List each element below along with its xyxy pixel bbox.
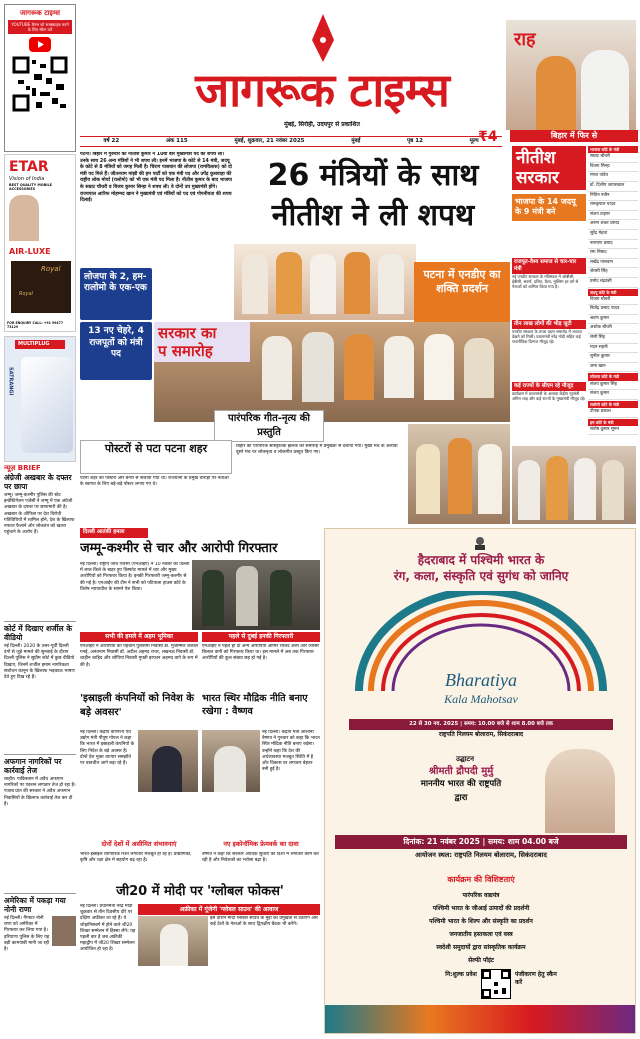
vaishnaw-headline: भारत स्थिर मौद्रिक नीति बनाए रखेगा : वैष्णव [202, 693, 308, 718]
ashoka-emblem-icon [473, 533, 487, 551]
dignitaries-photo [512, 446, 636, 524]
minister-item: सुनील कुमार [588, 353, 638, 363]
president-photo [545, 749, 615, 833]
patna-box-text: पटना में एनडीए का शक्ति प्रदर्शन [423, 268, 501, 295]
minister-item: रमा निषाद [588, 249, 638, 259]
g20-body: नई दिल्ली। प्रधानमंत्री नरेंद्र मोदी शुक्रवार से तीन दिवसीय दौरे पर दक्षिण अफ्रीका जा रहे हैं। वे जोहानिसबर्ग में होने वाले जी20 शिखर सम्मेलन में हिस्सा लेंगे। यह पहली बार है जब अफ्रीकी महाद्वीप में जी20 शिखर सम्मेलन आयोजित हो रहा है। [80, 904, 136, 953]
brief-item [4, 473, 76, 621]
etar-model-photo [9, 195, 39, 241]
brief-head: कोर्ट में दिखाए शर्जील के वीडियो [4, 624, 73, 642]
minister-item: बिजेंद्र प्रसाद यादव [588, 305, 638, 315]
brief-head: अंग्रेजी अखबार के दफ्तर पर छापा [4, 473, 72, 491]
banner-text: राह [514, 29, 536, 50]
qr-youtube-box [4, 4, 76, 152]
caste-block-head: तीन लाख लोगों की भीड़ जुटी [512, 320, 586, 329]
multiplug-ad[interactable] [4, 336, 76, 462]
youtube-icon [29, 37, 51, 52]
features-head: कार्यक्रम की विशिष्टताएं [447, 875, 515, 884]
feature-item: पारंपरिक वाद्ययंत्र [462, 892, 500, 899]
minister-item: जमा खान [588, 363, 638, 373]
mahotsav-footer-graphic [325, 1005, 636, 1034]
sarkar-word: सरकार [516, 168, 559, 188]
g20-sub: अफ्रीका में गूंजेगी 'ग्लोबल साउथ' की आवाज [138, 904, 320, 915]
brief-head: अमेरिका में पकड़ा गया नोनी राणा [4, 896, 66, 914]
caste-block-column [512, 258, 586, 444]
caste-block-head: कई राज्यों के सीएम रहे मौजूद [512, 382, 586, 391]
minister-item: संजय कुमार सिंह [588, 381, 638, 391]
mahotsav-qr-code[interactable] [481, 969, 511, 999]
jk-photo [192, 560, 320, 630]
box-ljp [80, 268, 152, 320]
box-new-faces [80, 322, 152, 380]
nitish-title [512, 146, 586, 190]
jk-section-tag: दिल्ली आतंकी हमला [80, 528, 148, 538]
minister-item: विजय चौधरी [588, 296, 638, 306]
qr-box-text: YOUTUBE चैनल को सबस्क्राइब करने के लिए स्कैन करें [8, 20, 72, 34]
israel-body: नई दिल्ली। केंद्रीय वाणिज्य एवं उद्योग मंत्री पीयूष गोयल ने कहा कि भारत में इस्राइली कंपनियों के लिए निवेश के बड़े अवसर हैं। दोनों देश मुक्त व्यापार समझौते पर बातचीत आगे बढ़ा रहे हैं। [80, 730, 135, 766]
stage-banner-line2: प समारोह [158, 342, 213, 360]
israel-headline: 'इस्राइली कंपनियों को निवेश के बड़े अवसर' [80, 693, 194, 718]
price-badge: ₹4 [478, 129, 498, 145]
inaug-venue: आयोजन स्थल: राष्ट्रपति निलयम बोलाराम, सिकंदराबाद [415, 851, 547, 859]
mahotsav-logo-line1: Bharatiya [445, 670, 517, 690]
israel-sub-body: भारत-इस्राइल व्यापारिक रिश्ते लगातार मजबूत हो रहे हैं। प्रौद्योगिकी, कृषि और रक्षा क्षेत्र में सहयोग बढ़ रहा है। [80, 852, 192, 864]
feature-item: पश्चिमी भारत के शिल्प और संस्कृति का प्रदर्शन [429, 918, 533, 925]
minister-item: प्रमोद चंद्रवंशी [588, 278, 638, 288]
issue: अंक 115 [165, 137, 188, 144]
box-new-faces-text: 13 नए चेहरे, 4 राजपूतों को मंत्री पद [88, 326, 144, 360]
jdu-quota-label: जदयू कोटे के मंत्री [588, 289, 638, 296]
posters-head-text: पोस्टरों से पटा पटना शहर [104, 442, 208, 455]
etar-enquiry: FOR ENQUIRY CALL: +91 99477 73129 [7, 320, 64, 329]
minister-item: सम्राट चौधरी [588, 153, 638, 163]
free-entry: नि:शुल्क प्रवेश [445, 971, 477, 978]
qr-box-logo: जागरूक टाइम्स [20, 9, 60, 17]
etar-product3: Royal [19, 291, 33, 297]
caste-block [512, 258, 586, 320]
jk-sub2: पहले से दुबई इनकी गिरफ्तारी [202, 632, 320, 642]
noni-rana-photo [52, 916, 76, 946]
minister-item: लखेंद्र पासवान [588, 259, 638, 269]
etar-product2: Royal [41, 265, 61, 273]
pen-nib-icon [312, 14, 334, 62]
brief-body: जम्मू। जम्मू-कश्मीर पुलिस की स्टेट इन्वेस्टिगेशन एजेंसी ने जम्मू में एक अंग्रेजी अखबार के दफ्तर पर छापामारी की है। अखबार के ऑफिस पर देश विरोधी गतिविधियों में शामिल होने, देश के खिलाफ नफरत फैलाने और लोकतंत्र को खतरा पहुंचाने के आरोप हैं। [4, 493, 75, 536]
bihar-head: बिहार में फिर से [510, 130, 638, 142]
inaug-label: उद्घाटन [456, 755, 474, 763]
lead-headline [234, 156, 512, 240]
bjp-list [588, 153, 638, 287]
vaishnaw-photo [202, 730, 260, 792]
inaug-date: दिनांक: 21 नवंबर 2025 | समय: शाम 04.00 बजे [335, 835, 627, 849]
jk-body: नई दिल्ली। राष्ट्रीय जांच एजेंसी (एनआईए) ने 10 नवंबर को दिल्ली में लाल किले के बाहर हुए विस्फोट मामले में चार और मुख्य आरोपियों को गिरफ्तार किया है। इनकी गिरफ्तारी जम्मू-कश्मीर से की गई है। एनआईए की टीम ने सभी को पटियाला हाउस कोर्ट के विशेष न्यायाधीश के सामने पेश किया। [80, 562, 190, 592]
patna-box [414, 262, 510, 326]
minister-item: सुरेंद्र मेहता [588, 230, 638, 240]
city: मुंबई [351, 137, 361, 144]
brief-body: नई दिल्ली। गैंगस्टर नोनी राणा को अमेरिका में गिरफ्तार कर लिया गया है। हरियाणा पुलिस के लिए यह बड़ी कामयाबी मानी जा रही है। [4, 916, 50, 952]
minister-item: मदन सहनी [588, 344, 638, 354]
minister-item: संजय कुमार [588, 390, 638, 400]
caste-block-head: राजपूत-वैश्य समाज से चार-चार मंत्री [512, 258, 586, 274]
brief-item [4, 624, 76, 754]
masthead-bar [80, 136, 502, 147]
qr-code[interactable] [12, 56, 68, 112]
brief-head: अफगान नागरिकों पर कार्रवाई तेज [4, 757, 62, 775]
rlm-list [588, 408, 638, 418]
mahotsav-logo-line2: Kala Mahotsav [444, 692, 518, 707]
minister-item: डॉ. दिलीप जायसवाल [588, 182, 638, 192]
feature-item: सेल्फी पॉइंट [468, 957, 494, 964]
lead-headline-line2: नीतीश ने ली शपथ [271, 198, 475, 233]
stage-banner [154, 322, 250, 362]
nitish-banner-photo [506, 20, 636, 130]
culture-photo [408, 424, 510, 524]
culture-body: बिहार की पारंपरिक सांस्कृतिक झलक को समारोह में प्रमुखता से दर्शाया गया। मुख्य मंच के अलावा दूसरे मंच पर लोकनृत्य व लोकगीत प्रस्तुत किए गए। [236, 444, 398, 456]
modi-photo [138, 916, 208, 966]
feature-item: पश्चिमी भारत के जीआई उत्पादों की प्रदर्शनी [432, 905, 530, 912]
minister-item: संतोष कुमार सुमन [588, 426, 638, 436]
mahotsav-headline2: रंग, कला, संस्कृति एवं सुगंध को जानिए [393, 569, 569, 583]
lead-intro: पटना। बिहार में गुरुवार को नीतीश कुमार ने 10वीं बार मुख्यमंत्री पद की शपथ ली। उनके साथ 26 अन्य मंत्रियों ने भी शपथ ली। इनमें भाजपा के कोटे से 14 मंत्री, जदयू के कोटे से 8 मंत्रियों को जगह मिली है। चिराग पासवान की लोजपा (रामविलास) को दो मंत्री पद मिले हैं। जीतनराम मांझी की हम पार्टी को एक मंत्री पद और उपेंद्र कुशवाहा की राष्ट्रीय लोक मोर्चा (रालोमो) को भी एक मंत्री पद मिला है। नीतीश कुमार के बाद भाजपा के सम्राट चौधरी व विजय कुमार सिन्हा ने शपथ ली। वे दोनों उप मुख्यमंत्री होंगे। राज्यपाल आरिफ मोहम्मद खान ने मुख्यमंत्री एवं मंत्रियों को पद एवं गोपनीयता की शपथ दिलाई। [80, 152, 232, 204]
minister-item: लेसी सिंह [588, 334, 638, 344]
multiplug-brand: MULTIPLUG [15, 340, 65, 349]
israel-sub: दोनों देशों में असीमित संभावनाएं [101, 840, 177, 848]
etar-sub: BEST QUALITY MOBILE ACCESSORIES [9, 182, 52, 192]
feature-item: जनजातीय हस्तकला एवं वस्त्र [449, 931, 513, 938]
multiplug-product: SATRANGI [7, 367, 14, 396]
brief-item [4, 896, 76, 953]
minister-item: नारायण प्रसाद [588, 240, 638, 250]
by-label: द्वारा [454, 793, 468, 803]
caste-block [512, 320, 586, 382]
date: मुंबई, शुक्रवार, 21 नवंबर 2025 [234, 137, 305, 144]
jdu-list [588, 296, 638, 373]
vaishnaw-sub: नए इकोनॉमिक फ्रेमवर्क का दावा [223, 840, 299, 848]
culture-head: पारंपरिक गीत-नृत्य की प्रस्तुति [214, 410, 324, 442]
minister-item: अरुण शंकर प्रसाद [588, 220, 638, 230]
minister-item: अशोक चौधरी [588, 324, 638, 334]
ljp-list [588, 381, 638, 400]
etar-product1: AIR-LUXE [9, 247, 51, 256]
nitish-word: नीतीश [516, 148, 556, 168]
minister-item: विजय सिन्हा [588, 163, 638, 173]
brief-item [4, 757, 76, 893]
bjp-jdu-box: भाजपा के 14 जदयू के 9 मंत्री बने [512, 194, 586, 221]
news-brief-label: न्यूज़ BRIEF [4, 464, 41, 472]
goyal-photo [138, 730, 198, 792]
jk-sub1-body: एनआईए ने आरोपियों की पहचान पुलवामा निवासी डॉ. मुजम्मिल शकील गनई, अनंतनाग निवासी डॉ. अदील अहमद राथर, लखनऊ निवासी डॉ. शाहीन शाहिद और शोपियां निवासी मुफ्ती इरफान अहमद वागे के रूप में की है। [80, 644, 198, 668]
jk-headline: जम्मू-कश्मीर से चार और आरोपी गिरफ्तार [80, 541, 278, 556]
minister-item: मंगल पांडेय [588, 172, 638, 182]
mahotsav-venue: राष्ट्रपति निलयम बोलाराम, सिकंदराबाद [438, 731, 524, 738]
minister-item: श्रवण कुमार [588, 315, 638, 325]
lead-headline-line1: 26 मंत्रियों के साथ [267, 158, 479, 193]
stage-photo [154, 322, 510, 422]
mahotsav-headline1: हैदराबाद में पश्चिमी भारत के [417, 553, 545, 567]
g20-body2: इस दौरान मोदी ग्लोबल साउथ के मुद्दों को प्रमुखता से उठाएंगे और कई देशों के नेताओं के साथ द्विपक्षीय बैठक भी करेंगे। [210, 916, 318, 928]
etar-product-box [11, 261, 71, 313]
caste-block-body: कार्यक्रम में प्रधानमंत्री के अलावा केंद्रीय गृहमंत्री अमित शाह और कई राज्यों के मुख्यमंत्री मौजूद रहे। [512, 391, 586, 402]
vaishnaw-sub-body: वैष्णव ने कहा कि सरकार आर्थिक सुधारों की दिशा में लगातार काम कर रही है और निवेशकों का भरोसा बढ़ा है। [202, 852, 319, 864]
ham-list [588, 426, 638, 436]
president-name: श्रीमती द्रौपदी मुर्मु [428, 766, 494, 777]
masthead-title [132, 60, 512, 126]
price-label: मूल्य [469, 137, 479, 144]
jk-sub1: सभी की हमले में अहम भूमिका [80, 632, 198, 642]
ljp-quota-label: लोजपा कोटे के मंत्री [588, 373, 638, 380]
mahotsav-dates: 22 से 30 नव. 2025 | समय: 10.00 बजे से शाम 8.00 बजे तक [349, 719, 613, 730]
ham-quota-label: हम कोटे के मंत्री [588, 419, 638, 426]
posters-body: पटना शहर को पोस्टरों और बैनरों से सजाया गया था। राजधानी के प्रमुख चौराहों पर नेताओं के स्वागत के लिए बड़े-बड़े पोस्टर लगाए गए थे। [80, 476, 229, 488]
president-title: माननीय भारत की राष्ट्रपति [420, 779, 502, 789]
multiplug-photo [21, 357, 73, 453]
jk-sub2-body: एनआईए ने पहले ही दो अन्य आरोपियों आमिर राशिद अली और जासिर बिलाल वानी को गिरफ्तार किया था। इस मामले में अब तक गिरफ्तार आरोपियों की कुल संख्या छह हो गई है। [202, 644, 320, 662]
caste-block [512, 382, 586, 444]
feature-item: स्वदेशी समुदायों द्वारा सांस्कृतिक कार्यक्रम [436, 944, 526, 951]
etar-brand: ETAR [9, 159, 49, 175]
etar-tagline: Vision of India [9, 176, 45, 183]
ministers-list [588, 146, 638, 444]
etar-ad[interactable] [4, 154, 76, 332]
caste-block-body: नई एनडीए सरकार के मंत्रिमंडल में ओबीसी, ईबीसी, सवर्ण, दलित, वैश्य, मुस्लिम हर वर्ग से नेताओं को शामिल किया गया है। [512, 274, 579, 290]
mahotsav-logo [389, 669, 573, 708]
ministers-photo-top [234, 244, 416, 320]
bjp-quota-label: भाजपा कोटे के मंत्री [588, 146, 638, 153]
vaishnaw-body: नई दिल्ली। केंद्रीय मंत्री अश्विनी वैष्णव ने गुरुवार को कहा कि भारत स्थिर मौद्रिक नीति बनाए रखेगा। उन्होंने कहा कि देश की अर्थव्यवस्था मजबूत स्थिति में है और विकास दर लगातार बेहतर बनी हुई है। [262, 730, 320, 773]
stage-banner-line1: सरकार का [158, 324, 217, 342]
minister-item: दीपक प्रकाश [588, 408, 638, 418]
minister-item: संजय टाइगर [588, 211, 638, 221]
masthead-subtitle: मुंबई, सिरोही, उदयपुर से प्रकाशित [284, 121, 360, 128]
brief-body: लाहौर। पाकिस्तान में अवैध अफगान नागरिकों पर एक्शन लगातार तेज हो रहा है। पंजाब प्रांत की सरकार ने अवैध अफगान निवासियों के खिलाफ कार्रवाई तेज कर दी है। [4, 777, 76, 807]
left-brief-column [4, 473, 76, 1033]
posters-head [80, 440, 232, 474]
mahotsav-ad[interactable] [324, 528, 636, 1034]
features-list [365, 889, 597, 967]
g20-headline: जी20 में मोदी पर 'ग्लोबल फोकस' [116, 884, 284, 899]
year: वर्ष 22 [103, 137, 120, 144]
minister-item: श्रेयसी सिंह [588, 268, 638, 278]
minister-item: रामकृपाल यादव [588, 201, 638, 211]
newspaper-name: जागरूक टाइम्स [195, 63, 449, 117]
minister-item: नितिन नवीन [588, 192, 638, 202]
caste-block-body: एनडीए सरकार के शपथ ग्रहण समारोह में भव्यता देखने को मिली। प्रधानमंत्री नरेंद्र मोदी सहित कई राजनीतिक दिग्गज मौजूद रहे। [512, 329, 582, 345]
rlm-quota-label: रालोमो कोटे के मंत्री [588, 401, 638, 408]
brief-body: नई दिल्ली। 2020 के उत्तर-पूर्वी दिल्ली दंगों से जुड़े मामले की सुनवाई के दौरान दिल्ली पुलिस ने सुप्रीम कोर्ट में कुछ वीडियो दिखाए, जिनमें शर्जील इमाम नागरिकता संशोधन कानून के खिलाफ भड़काऊ भाषण देते हुए दिख रहे हैं। [4, 644, 75, 680]
register-text: पंजीकरण हेतु स्कैन करें [515, 971, 557, 986]
box-ljp-text: लोजपा के 2, हम-रालोमो के एक-एक [84, 272, 147, 294]
pages: पृष्ठ 12 [407, 137, 423, 144]
